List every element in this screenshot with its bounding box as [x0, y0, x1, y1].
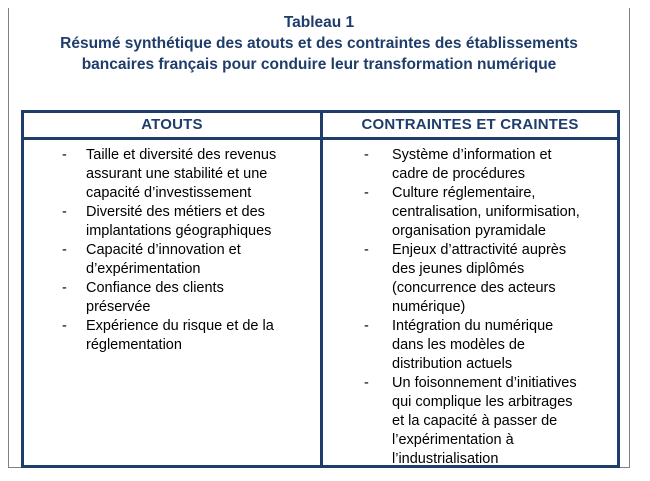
list-item: - Intégration du numérique dans les modèles de distribution actuels	[364, 318, 554, 372]
list-item: - Enjeux d’attractivité auprès des jeunes diplômés (concurrence des acteurs numérique)	[364, 242, 567, 315]
list-item: - Diversité des métiers et des implantations géographiques	[62, 204, 272, 239]
list-item: - Confiance des clients préservée	[62, 280, 224, 315]
table-caption	[8, 12, 630, 75]
list-item: - Expérience du risque et de la réglementation	[62, 318, 274, 353]
table-title-line-1: Résumé synthétique des atouts et des contraintes des établissements	[60, 35, 578, 52]
atouts-list	[24, 146, 314, 355]
list-item: - Système d’information et cadre de procédures	[364, 147, 552, 182]
list-item: - Culture réglementaire, centralisation, uniformisation, organisation pyramidale	[364, 185, 580, 239]
summary-table	[21, 110, 620, 468]
header-divider	[24, 137, 617, 140]
header-atouts: ATOUTS	[141, 116, 203, 133]
contraintes-list	[323, 146, 615, 469]
table-title-line-2: bancaires français pour conduire leur transformation numérique	[81, 56, 557, 73]
header-contraintes: CONTRAINTES ET CRAINTES	[361, 116, 579, 133]
list-item: - Taille et diversité des revenus assurant une stabilité et une capacité d’investissement	[62, 147, 277, 201]
table-number: Tableau 1	[283, 14, 355, 31]
list-item: - Capacité d’innovation et d’expérimentation	[62, 242, 241, 277]
list-item: - Un foisonnement d’initiatives qui complique les arbitrages et la capacité à passer de l’expérimentation à l’industrialisation	[364, 375, 577, 467]
